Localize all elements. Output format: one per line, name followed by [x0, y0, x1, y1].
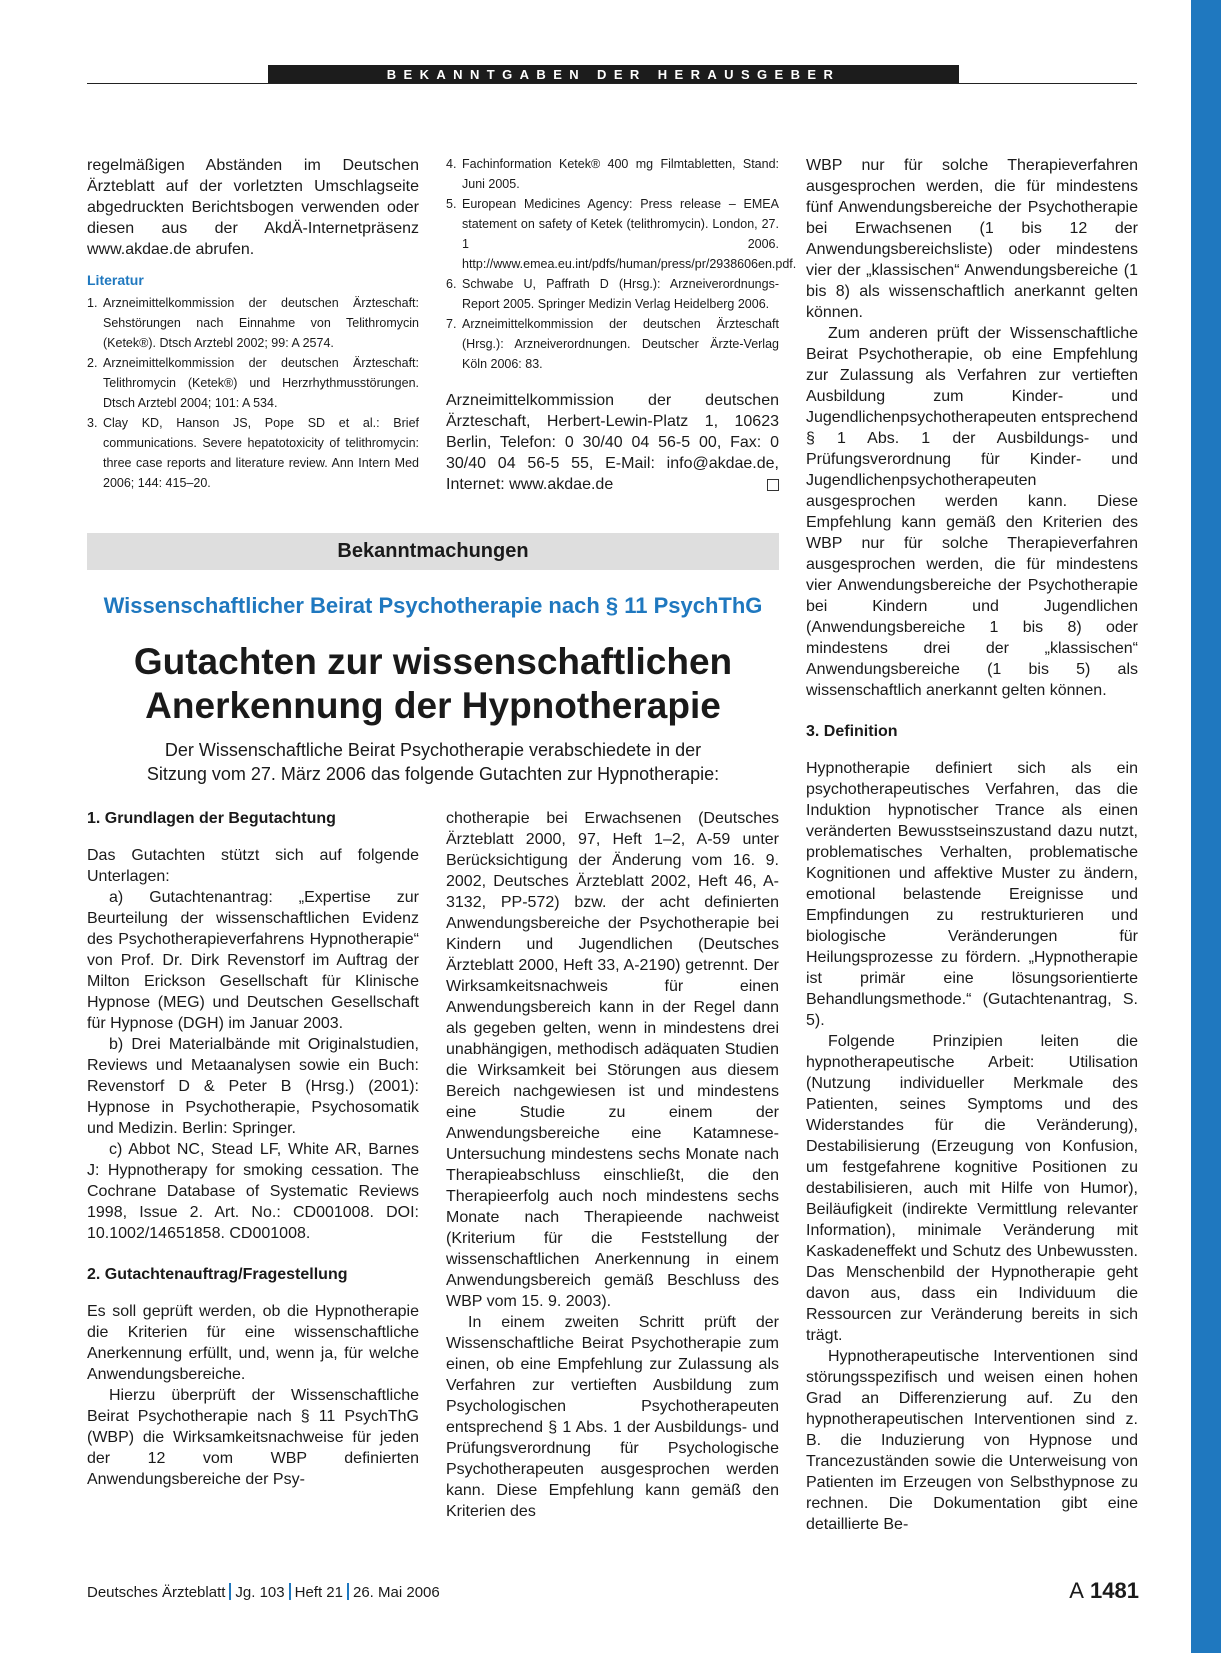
reference-text: Fachinformation Ketek® 400 mg Filmtabletten, Stand: Juni 2005.	[462, 157, 779, 191]
section-header-band: BEKANNTGABEN DER HERAUSGEBER	[268, 65, 959, 84]
reference-text: Arzneimittelkommission der deutschen Ärzteschaft (Hrsg.): Arzneiverordnungen. Deutscher Ärzte-Verlag Köln 2006: 83.	[462, 317, 779, 371]
reference-list-2	[446, 154, 797, 374]
paragraph: Hierzu überprüft der Wissenschaftliche Beirat Psychotherapie nach § 11 PsychThG (WBP) die Wirksamkeitsnachweise für jeden der 12 vom WBP definierten Anwendungsbereiche der Psy-	[87, 1387, 419, 1488]
reference-number: 1.	[87, 296, 98, 310]
paragraph: WBP nur für solche Therapieverfahren ausgesprochen werden, die für mindestens fünf Anwendungsbereiche der Psychotherapie bei Erwachsenen (1 bis 12 der Anwendungsbereichsliste) oder mindestens vier der „klassischen“ Anwendungsbereiche (1 bis 8) als wissenschaftlich anerkannt gelten können.	[806, 157, 1138, 321]
reference-item	[446, 154, 779, 194]
article-subheading: Wissenschaftlicher Beirat Psychotherapie nach § 11 PsychThG	[103, 593, 763, 618]
reference-number: 7.	[446, 317, 457, 331]
page-value: 1481	[1090, 1578, 1139, 1603]
article-column-3	[806, 155, 1138, 1535]
title-line-1: Gutachten zur wissenschaftlichen	[133, 641, 733, 682]
heading-definition: 3. Definition	[806, 723, 898, 740]
literature-heading: Literatur	[87, 272, 144, 288]
spacer	[87, 1244, 419, 1264]
reference-number: 4.	[446, 157, 457, 171]
heading-gutachtenauftrag: 2. Gutachtenauftrag/Fragestellung	[87, 1266, 348, 1283]
paragraph: Es soll geprüft werden, ob die Hypnotherapie die Kriterien für eine wissenschaftliche Anerkennung erfüllt, und, wenn ja, für welche Anwendungsbereiche.	[87, 1303, 419, 1383]
article-column-1	[87, 808, 419, 1490]
reference-number: 5.	[446, 197, 457, 211]
reference-text: Arzneimittelkommission der deutschen Ärzteschaft: Sehstörungen nach Einnahme von Telithromycin (Ketek®). Dtsch Arztebl 2002; 99: A 2574.	[103, 296, 419, 350]
journal-name: Deutsches Ärzteblatt	[87, 1584, 226, 1601]
separator	[229, 1583, 231, 1600]
reference-item	[87, 353, 419, 413]
reference-text: Clay KD, Hanson JS, Pope SD et al.: Brief communications. Severe hepatotoxicity of telithromycin: three case reports and literature review. Ann Intern Med 2006; 144: 415–20.	[103, 416, 419, 490]
footer	[87, 1583, 440, 1601]
reference-list-1	[87, 293, 419, 493]
reference-text: Schwabe U, Paffrath D (Hrsg.): Arzneiverordnungs-Report 2005. Springer Medizin Verlag Heidelberg 2006.	[462, 277, 779, 311]
section-heading: Bekanntmachungen	[87, 533, 779, 570]
top-column-1	[87, 155, 419, 493]
title-line-2: Anerkennung der Hypnotherapie	[145, 685, 721, 726]
spacer	[806, 701, 1138, 721]
paragraph: Hypnotherapie definiert sich als ein psychotherapeutisches Verfahren, das die Induktion hypnotischer Trance als einen veränderten Bewusstseinszustand dazu nutzt, problematisches Verhalten, problematische Kognitionen und affektive Muster zu ändern, emotional belastende Ereignisse und Empfindungen zu restrukturieren und biologische Veränderungen für Heilungsprozesse zu fördern. „Hypnotherapie ist primär eine lösungsorientierte Behandlungsmethode.“ (Gutachtenantrag, S. 5).	[806, 760, 1138, 1029]
paragraph: a) Gutachtenantrag: „Expertise zur Beurteilung der wissenschaftlichen Evidenz des Psychotherapieverfahrens Hypnotherapie“ von Prof. Dr. Dirk Revenstorf im Auftrag der Milton Erickson Gesellschaft für Klinische Hypnose (MEG) und Deutschen Gesellschaft für Hypnose (DGH) im Januar 2003.	[87, 889, 419, 1032]
reference-item	[87, 293, 419, 353]
paragraph: Folgende Prinzipien leiten die hypnotherapeutische Arbeit: Utilisation (Nutzung individueller Merkmale des Patienten, seines Symptoms und des Widerstandes für die Veränderung), Destabilisierung (Erzeugung von Konfusion, um festgefahrene kognitive Positionen zu destabilisieren, auch mit Hilfe von Humor), Beiläufigkeit (indirekte Vermittlung relevanter Information), minimale Veränderung mit Kaskadeneffekt und Schutz des Unbewussten. Das Menschenbild der Hypnotherapie geht davon aus, dass ein Individuum die Ressourcen zur Veränderung bereits in sich trägt.	[806, 1033, 1138, 1344]
reference-item	[446, 314, 779, 374]
contact-text: Arzneimittelkommission der deutschen Ärzteschaft, Herbert-Lewin-Platz 1, 10623 Berlin, Telefon: 0 30/40 04 56-5 00, Fax: 0 30/40 04 56-5 55, E-Mail: info@akdae.de, Internet: www.akdae.de	[446, 392, 779, 493]
date: 26. Mai 2006	[353, 1584, 440, 1601]
reference-number: 2.	[87, 356, 98, 370]
heading-grundlagen: 1. Grundlagen der Begutachtung	[87, 810, 336, 827]
reference-number: 3.	[87, 416, 98, 430]
paragraph: b) Drei Materialbände mit Originalstudien, Reviews und Metaanalysen sowie ein Buch: Revenstorf D & Peter B (Hrsg.) (2001): Hypnose in Psychotherapie, Psychosomatik und Medizin. Berlin: Springer.	[87, 1036, 419, 1137]
continued-paragraph: regelmäßigen Abständen im Deutschen Ärzteblatt auf der vorletzten Umschlagseite abgedruckten Berichtsbogen verwenden oder diesen aus der AkdÄ-Internetpräsenz www.akdae.de abrufen.	[87, 157, 419, 258]
paragraph: chotherapie bei Erwachsenen (Deutsches Ärzteblatt 2000, 97, Heft 1–2, A-59 unter Berücksichtigung der Änderung vom 16. 9. 2002, Deutsches Ärzteblatt 2002, Heft 46, A-3132, PP-572) bzw. der acht definierten Anwendungsbereiche der Psychotherapie bei Kindern und Jugendlichen (Deutsches Ärzteblatt 2000, Heft 33, A-2190) getrennt. Der Wirksamkeitsnachweis für einen Anwendungsbereich kann in der Regel dann als gegeben gelten, wenn in mindestens drei unabhängigen, methodisch adäquaten Studien die Wirksamkeit bei Störungen aus diesem Bereich nachgewiesen ist und mindestens eine Studie zu einem der Anwendungsbereiche eine Katamnese-Untersuchung mindestens sechs Monate nach Therapieabschluss einschließt, die den Therapieerfolg auch noch mindestens sechs Monate nach Therapieende nachweist (Kriterium für die Feststellung der wissenschaftlichen Anerkennung in einem Anwendungsbereich gemäß Beschluss des WBP vom 15. 9. 2003).	[446, 810, 779, 1310]
article-column-2	[446, 808, 779, 1522]
volume: Jg. 103	[235, 1584, 285, 1601]
paragraph: c) Abbot NC, Stead LF, White AR, Barnes J: Hypnotherapy for smoking cessation. The Cochrane Database of Systematic Reviews 1998, Issue 2. Art. No.: CD001008. DOI: 10.1002/14651858. CD001008.	[87, 1141, 419, 1242]
top-column-2	[446, 154, 797, 495]
separator	[347, 1583, 349, 1600]
page-number	[1069, 1578, 1139, 1604]
paragraph: Das Gutachten stützt sich auf folgende Unterlagen:	[87, 847, 419, 885]
end-mark-icon	[767, 479, 779, 491]
article-lead: Der Wissenschaftliche Beirat Psychotherapie verabschiedete in der Sitzung vom 27. März 2006 das folgende Gutachten zur Hypnotherapie:	[146, 740, 720, 784]
reference-number: 6.	[446, 277, 457, 291]
blue-edge-bar	[1191, 0, 1221, 1653]
page-prefix: A	[1069, 1578, 1084, 1603]
header-rule	[87, 83, 1137, 84]
paragraph: In einem zweiten Schritt prüft der Wissenschaftliche Beirat Psychotherapie zum einen, ob eine Empfehlung zur Zulassung als Verfahren zur vertieften Ausbildung zum Psychologischen Psychotherapeuten entsprechend § 1 Abs. 1 der Ausbildungs- und Prüfungsverordnung für Psychologische Psychotherapeuten ausgesprochen werden kann. Diese Empfehlung kann gemäß den Kriterien des	[446, 1314, 779, 1520]
reference-item	[446, 274, 779, 314]
reference-text: European Medicines Agency: Press release – EMEA statement on safety of Ketek (telithromycin). London, 27. 1 2006. http://www.emea.eu.int/pdfs/human/press/pr/2938606en.pdf.	[462, 197, 797, 271]
paragraph: Zum anderen prüft der Wissenschaftliche Beirat Psychotherapie, ob eine Empfehlung zur Zulassung als Verfahren zur vertieften Ausbildung zum Kinder- und Jugendlichenpsychotherapeuten entsprechend § 1 Abs. 1 der Ausbildungs- und Prüfungsverordnung für Kinder- und Jugendlichenpsychotherapeuten ausgesprochen werden kann. Diese Empfehlung kann gemäß den Kriterien des WBP nur für solche Therapieverfahren ausgesprochen werden, die für mindestens vier Anwendungsbereiche der Psychotherapie bei Kindern und Jugendlichen (Anwendungsbereiche 1 bis 8) oder mindestens drei der „klassischen“ Anwendungsbereiche (1 bis 5) als wissenschaftlich anerkannt gelten können.	[806, 325, 1138, 699]
article-title	[87, 640, 779, 728]
reference-item	[446, 194, 797, 274]
paragraph: Hypnotherapeutische Interventionen sind störungsspezifisch und weisen einen hohen Grad an Differenzierung auf. Zu den hypnotherapeutischen Interventionen sind z. B. die Induzierung von Hypnose und Trancezuständen sowie die Unterweisung von Patienten im Erzeugen von Selbsthypnose zu rechnen. Die Dokumentation gibt eine detaillierte Be-	[806, 1348, 1138, 1533]
separator	[289, 1583, 291, 1600]
reference-text: Arzneimittelkommission der deutschen Ärzteschaft: Telithromycin (Ketek®) und Herzrhythmusstörungen. Dtsch Arztebl 2004; 101: A 534.	[103, 356, 419, 410]
issue: Heft 21	[294, 1584, 343, 1601]
reference-item	[87, 413, 419, 493]
contact-paragraph	[446, 390, 779, 495]
